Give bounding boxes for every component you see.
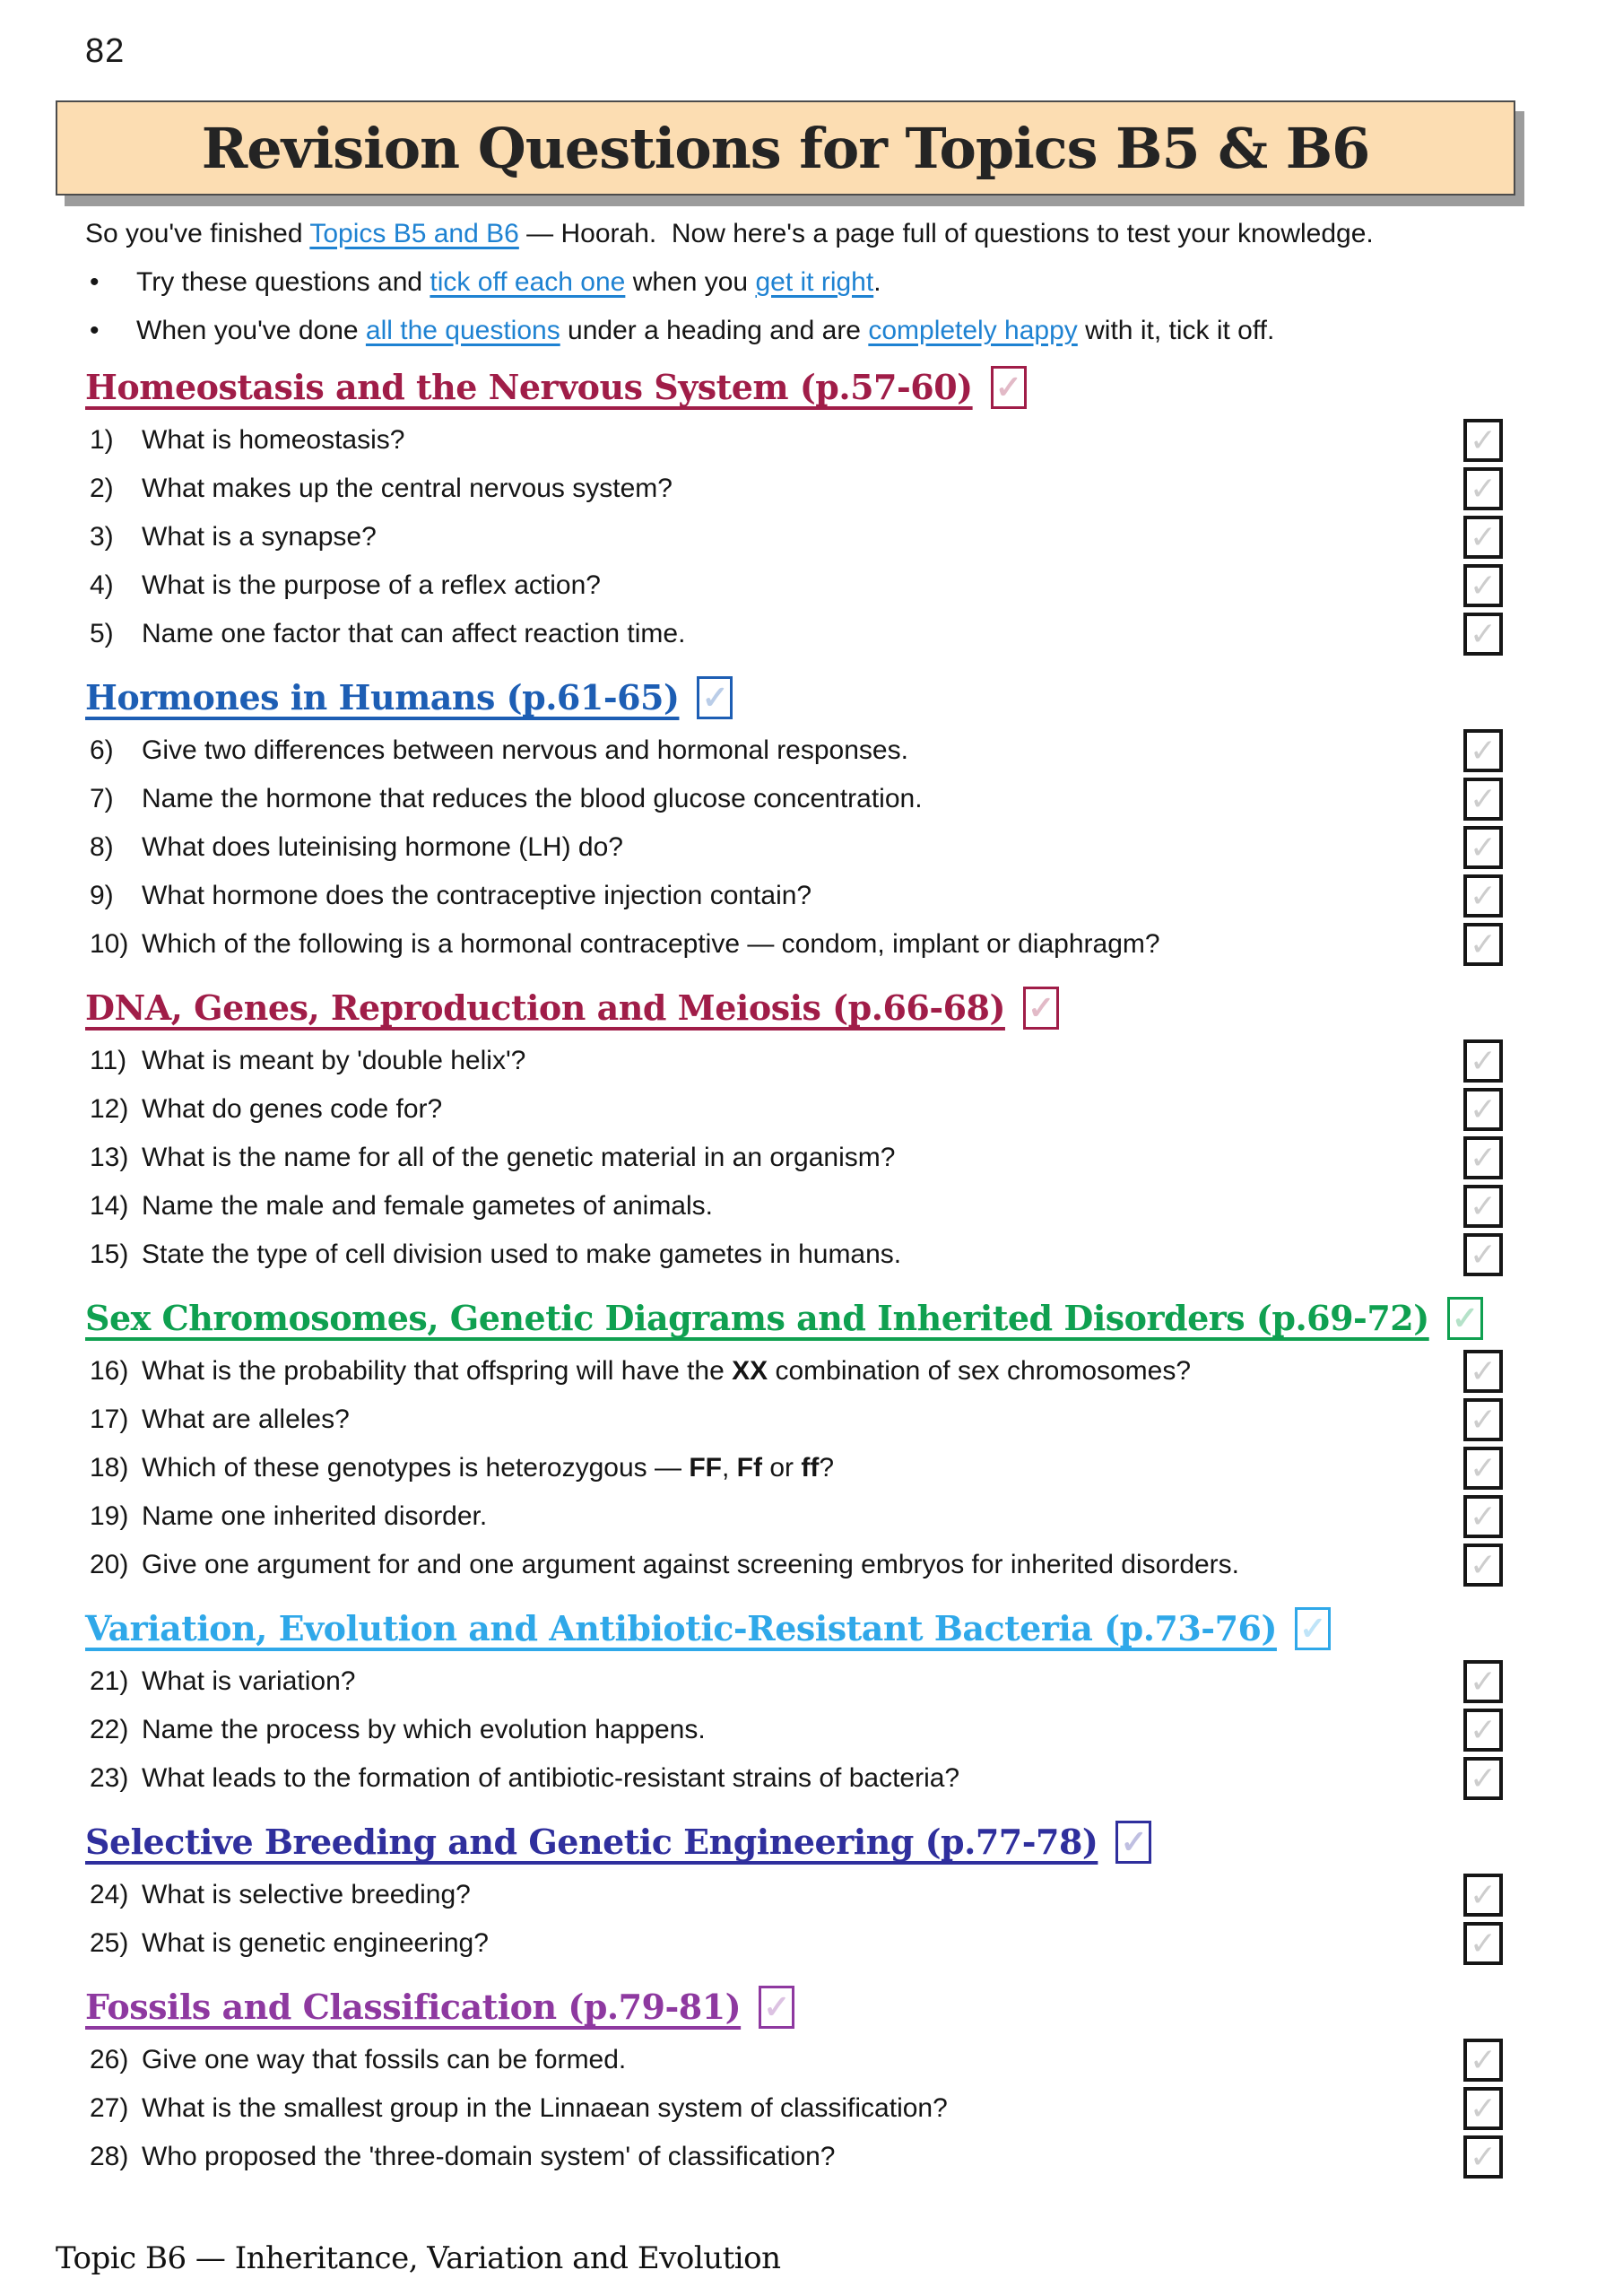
intro-link[interactable]: get it right (755, 267, 874, 297)
question-number: 21) (90, 1666, 129, 1696)
question-checkbox[interactable] (1463, 1757, 1503, 1800)
text-segment: What leads to the formation of antibiotic-resistant strains of bacteria? (142, 1763, 960, 1793)
check-icon: ✓ (1451, 1300, 1479, 1337)
question-row (0, 1706, 1623, 1754)
question-number: 16) (90, 1356, 129, 1386)
question-text (142, 1405, 350, 1435)
question-row (0, 823, 1623, 872)
question-checkbox[interactable] (1463, 729, 1503, 772)
question-checkbox[interactable] (1463, 1088, 1503, 1131)
question-text (142, 1550, 1239, 1580)
question-number: 7) (90, 784, 114, 813)
text-segment: What is homeostasis? (142, 425, 405, 455)
text-segment: Give one way that fossils can be formed. (142, 2045, 627, 2074)
section-heading (85, 1297, 1623, 1340)
question-text (142, 425, 404, 456)
text-segment: Try these questions and (136, 267, 430, 297)
check-icon: ✓ (1120, 1823, 1148, 1861)
question-number: 27) (90, 2093, 129, 2123)
section (0, 366, 1623, 658)
text-segment: What does luteinising hormone (LH) do? (142, 832, 623, 862)
text-segment: , (721, 1453, 737, 1483)
check-icon: ✓ (1469, 829, 1497, 865)
section-title: Selective Breeding and Genetic Engineering (p.77-78) (85, 1822, 1098, 1862)
section-checkbox[interactable] (1023, 987, 1059, 1030)
question-number: 23) (90, 1763, 129, 1793)
question-text (142, 1356, 1191, 1387)
text-segment: What is a synapse? (142, 522, 377, 552)
title-banner (56, 100, 1515, 196)
text-segment: What makes up the central nervous system? (142, 474, 673, 503)
text-segment: XX (732, 1356, 768, 1386)
question-row (0, 1396, 1623, 1444)
check-icon: ✓ (1469, 1352, 1497, 1389)
question-number: 19) (90, 1501, 129, 1531)
check-icon: ✓ (1469, 1139, 1497, 1176)
question-text (142, 784, 923, 814)
question-row (0, 1919, 1623, 1968)
text-segment: Give two differences between nervous and hormonal responses. (142, 735, 908, 765)
question-number: 25) (90, 1928, 129, 1958)
text-segment: Which of the following is a hormonal contraceptive — condom, implant or diaphragm? (142, 929, 1160, 959)
section-checkbox[interactable] (1447, 1297, 1483, 1340)
question-checkbox[interactable] (1463, 1350, 1503, 1393)
question-checkbox[interactable] (1463, 1233, 1503, 1276)
intro-text (136, 314, 1274, 348)
section-heading (85, 987, 1623, 1030)
check-icon: ✓ (1469, 1760, 1497, 1796)
question-checkbox[interactable] (1463, 2087, 1503, 2130)
text-segment: What is the name for all of the genetic material in an organism? (142, 1143, 896, 1172)
intro-bullet-line (90, 265, 1623, 300)
text-segment: with it, tick it off. (1077, 316, 1275, 345)
question-checkbox[interactable] (1463, 826, 1503, 869)
check-icon: ✓ (1469, 1925, 1497, 1961)
question-row (0, 561, 1623, 610)
question-number: 24) (90, 1880, 129, 1909)
check-icon: ✓ (1469, 1401, 1497, 1438)
check-icon: ✓ (1469, 2138, 1497, 2175)
question-checkbox[interactable] (1463, 564, 1503, 607)
question-checkbox[interactable] (1463, 923, 1503, 966)
section-checkbox[interactable] (1295, 1607, 1331, 1650)
intro-text-line (85, 217, 1623, 251)
question-row (0, 1347, 1623, 1396)
question-row (0, 610, 1623, 658)
section-title: Homeostasis and the Nervous System (p.57-60) (85, 367, 973, 407)
check-icon: ✓ (763, 1988, 790, 2026)
section (0, 1986, 1623, 2181)
section-heading (85, 366, 1623, 409)
check-icon: ✓ (1469, 1876, 1497, 1913)
question-checkbox[interactable] (1463, 613, 1503, 656)
question-checkbox[interactable] (1463, 516, 1503, 559)
check-icon: ✓ (1469, 1546, 1497, 1583)
intro-text (136, 265, 881, 300)
check-icon: ✓ (1469, 2090, 1497, 2126)
text-segment: What are alleles? (142, 1405, 350, 1434)
question-row (0, 1444, 1623, 1492)
intro-bullet-line (90, 314, 1623, 348)
intro-link[interactable]: Topics B5 and B6 (309, 219, 519, 248)
section-title: Hormones in Humans (p.61-65) (85, 677, 680, 718)
text-segment: . (873, 267, 881, 297)
section-checkbox[interactable] (1115, 1821, 1151, 1864)
question-checkbox[interactable] (1463, 1495, 1503, 1538)
question-checkbox[interactable] (1463, 1660, 1503, 1703)
check-icon: ✓ (1299, 1610, 1326, 1648)
question-number: 28) (90, 2142, 129, 2171)
question-checkbox[interactable] (1463, 1544, 1503, 1587)
page-title: Revision Questions for Topics B5 & B6 (201, 115, 1370, 181)
question-row (0, 872, 1623, 920)
question-text (142, 1763, 959, 1794)
section-title: Variation, Evolution and Antibiotic-Resistant Bacteria (p.73-76) (85, 1608, 1277, 1648)
check-icon: ✓ (994, 369, 1022, 406)
question-text (142, 1094, 442, 1125)
check-icon: ✓ (1469, 470, 1497, 507)
question-text (142, 1453, 834, 1483)
text-segment: combination of sex chromosomes? (768, 1356, 1192, 1386)
question-number: 4) (90, 570, 114, 600)
section (0, 1821, 1623, 1968)
section-heading (85, 1821, 1623, 1864)
question-checkbox[interactable] (1463, 2039, 1503, 2082)
text-segment: What is selective breeding? (142, 1880, 471, 1909)
question-row (0, 1871, 1623, 1919)
question-number: 20) (90, 1550, 129, 1579)
check-icon: ✓ (1469, 926, 1497, 962)
question-text (142, 1666, 355, 1697)
question-checkbox[interactable] (1463, 467, 1503, 510)
question-text (142, 881, 812, 911)
text-segment: ff (801, 1453, 820, 1483)
text-segment: Name the hormone that reduces the blood glucose concentration. (142, 784, 923, 813)
question-text (142, 1715, 706, 1745)
intro-link[interactable]: all the questions (365, 316, 560, 345)
check-icon: ✓ (1469, 732, 1497, 769)
question-text (142, 1191, 713, 1222)
footer-topic-label: Topic B6 — Inheritance, Variation and Evolution (56, 2240, 781, 2276)
text-segment: FF (689, 1453, 722, 1483)
question-number: 6) (90, 735, 114, 765)
question-checkbox[interactable] (1463, 1398, 1503, 1441)
page-content (0, 217, 1623, 2181)
question-number: 22) (90, 1715, 129, 1744)
section-heading (85, 1607, 1623, 1650)
section-heading (85, 676, 1623, 719)
text-segment: What is meant by 'double helix'? (142, 1046, 526, 1075)
page-number: 82 (85, 32, 126, 70)
question-text (142, 1928, 489, 1959)
check-icon: ✓ (1469, 422, 1497, 458)
question-text (142, 2093, 948, 2124)
text-segment: Name one inherited disorder. (142, 1501, 488, 1531)
question-text (142, 522, 377, 552)
question-row (0, 465, 1623, 513)
question-text (142, 929, 1160, 960)
question-number: 11) (90, 1046, 127, 1075)
check-icon: ✓ (1469, 518, 1497, 555)
intro-link[interactable]: completely happy (868, 316, 1078, 345)
check-icon: ✓ (1469, 567, 1497, 604)
question-checkbox[interactable] (1463, 1039, 1503, 1083)
question-checkbox[interactable] (1463, 874, 1503, 918)
check-icon: ✓ (1469, 1449, 1497, 1486)
question-text (142, 619, 685, 649)
check-icon: ✓ (1469, 615, 1497, 652)
question-checkbox[interactable] (1463, 1709, 1503, 1752)
text-segment: What is the smallest group in the Linnaean system of classification? (142, 2093, 948, 2123)
question-checkbox[interactable] (1463, 1922, 1503, 1965)
question-row (0, 1657, 1623, 1706)
question-text (142, 2142, 836, 2172)
text-segment: Give one argument for and one argument against screening embryos for inherited disorders. (142, 1550, 1240, 1579)
question-number: 2) (90, 474, 114, 503)
question-row (0, 920, 1623, 969)
question-checkbox[interactable] (1463, 778, 1503, 821)
question-row (0, 1085, 1623, 1134)
check-icon: ✓ (1469, 780, 1497, 817)
question-text (142, 1239, 901, 1270)
question-text (142, 735, 908, 766)
question-row (0, 1037, 1623, 1085)
question-number: 10) (90, 929, 129, 959)
question-number: 8) (90, 832, 114, 862)
question-checkbox[interactable] (1463, 1874, 1503, 1917)
question-checkbox[interactable] (1463, 1447, 1503, 1490)
intro-block (0, 217, 1623, 348)
section (0, 1297, 1623, 1589)
question-number: 13) (90, 1143, 129, 1172)
text-segment: What is genetic engineering? (142, 1928, 489, 1958)
question-checkbox[interactable] (1463, 1136, 1503, 1179)
text-segment: Name the process by which evolution happens. (142, 1715, 706, 1744)
question-row (0, 1182, 1623, 1231)
question-number: 12) (90, 1094, 129, 1124)
question-row (0, 513, 1623, 561)
text-segment: Name one factor that can affect reaction time. (142, 619, 686, 648)
check-icon: ✓ (1469, 2041, 1497, 2078)
check-icon: ✓ (1469, 1236, 1497, 1273)
check-icon: ✓ (1469, 1498, 1497, 1535)
bullet-icon: • (90, 316, 100, 345)
question-number: 9) (90, 881, 114, 910)
question-text (142, 1501, 487, 1532)
check-icon: ✓ (1469, 1091, 1497, 1127)
intro-link[interactable]: tick off each one (430, 267, 626, 297)
question-text (142, 1046, 525, 1076)
question-checkbox[interactable] (1463, 1185, 1503, 1228)
text-segment: What is the probability that offspring will have the (142, 1356, 733, 1386)
section-checkbox[interactable] (759, 1986, 794, 2029)
question-row (0, 775, 1623, 823)
question-number: 5) (90, 619, 114, 648)
text-segment: What do genes code for? (142, 1094, 443, 1124)
section-title: DNA, Genes, Reproduction and Meiosis (p.66-68) (85, 987, 1005, 1028)
text-segment: What is the purpose of a reflex action? (142, 570, 601, 600)
check-icon: ✓ (1469, 877, 1497, 914)
section-title: Sex Chromosomes, Genetic Diagrams and Inherited Disorders (p.69-72) (85, 1298, 1429, 1338)
question-row (0, 1134, 1623, 1182)
question-row (0, 726, 1623, 775)
question-number: 18) (90, 1453, 129, 1483)
question-row (0, 1231, 1623, 1279)
check-icon: ✓ (1028, 989, 1055, 1027)
question-row (0, 2084, 1623, 2133)
question-text (142, 474, 673, 504)
question-row (0, 416, 1623, 465)
check-icon: ✓ (701, 679, 729, 717)
bullet-icon: • (90, 267, 100, 297)
text-segment: Which of these genotypes is heterozygous — (142, 1453, 690, 1483)
question-text (142, 1143, 895, 1173)
text-segment: State the type of cell division used to make gametes in humans. (142, 1239, 902, 1269)
section-checkbox[interactable] (991, 366, 1027, 409)
question-number: 26) (90, 2045, 129, 2074)
section-checkbox[interactable] (697, 676, 733, 719)
text-segment: — Hoorah. Now here's a page full of questions to test your knowledge. (518, 219, 1374, 248)
text-segment: when you (625, 267, 756, 297)
section-title: Fossils and Classification (p.79-81) (85, 1987, 742, 2027)
question-checkbox[interactable] (1463, 2135, 1503, 2179)
question-number: 15) (90, 1239, 129, 1269)
text-segment: under a heading and are (560, 316, 869, 345)
question-checkbox[interactable] (1463, 419, 1503, 462)
text-segment: or (761, 1453, 802, 1483)
question-number: 3) (90, 522, 114, 552)
question-row (0, 2133, 1623, 2181)
question-row (0, 1541, 1623, 1589)
text-segment: Name the male and female gametes of animals. (142, 1191, 713, 1221)
question-row (0, 1754, 1623, 1803)
check-icon: ✓ (1469, 1042, 1497, 1079)
question-row (0, 2036, 1623, 2084)
check-icon: ✓ (1469, 1187, 1497, 1224)
section-heading (85, 1986, 1623, 2029)
text-segment: So you've finished (85, 219, 310, 248)
question-text (142, 1880, 471, 1910)
text-segment: ? (819, 1453, 835, 1483)
sections-block (0, 366, 1623, 2181)
question-text (142, 2045, 626, 2075)
text-segment: Ff (736, 1453, 762, 1483)
check-icon: ✓ (1469, 1663, 1497, 1700)
text-segment: What is variation? (142, 1666, 356, 1696)
question-number: 14) (90, 1191, 129, 1221)
question-text (142, 570, 601, 601)
question-number: 17) (90, 1405, 129, 1434)
text-segment: Who proposed the 'three-domain system' of classification? (142, 2142, 836, 2171)
question-number: 1) (90, 425, 114, 455)
question-row (0, 1492, 1623, 1541)
section (0, 1607, 1623, 1803)
check-icon: ✓ (1469, 1711, 1497, 1748)
section (0, 676, 1623, 969)
question-text (142, 832, 623, 863)
text-segment: What hormone does the contraceptive injection contain? (142, 881, 812, 910)
section (0, 987, 1623, 1279)
text-segment: When you've done (136, 316, 366, 345)
